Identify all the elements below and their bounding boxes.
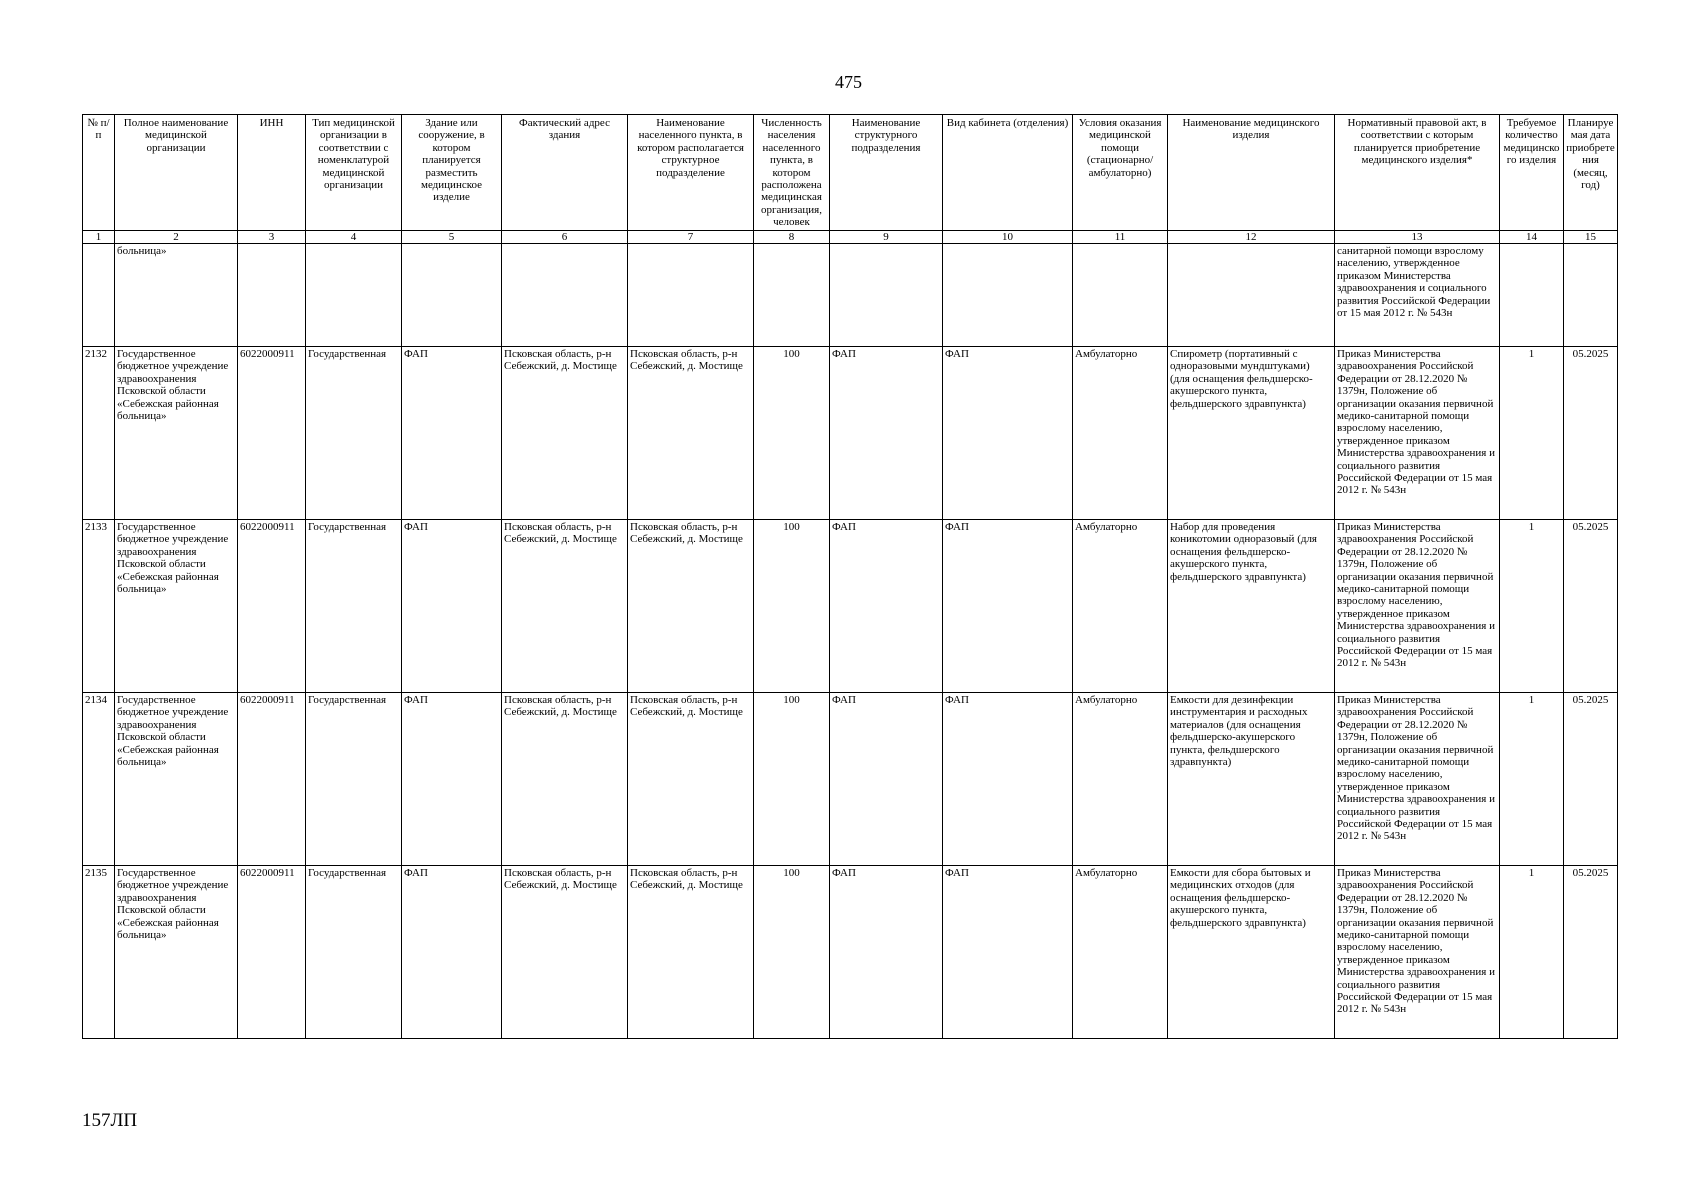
cell-address: Псковская область, р-н Себежский, д. Мостище [502, 520, 628, 693]
column-number: 12 [1168, 231, 1335, 244]
cell-act: Приказ Министерства здравоохранения Российской Федерации от 28.12.2020 № 1379н, Положение об организации оказания первичной медико-санитарной помощи взрослому населению, утвержденное приказом Министерства здравоохранения и социального развития Российской Федерации от 15 мая 2012 г. № 543н [1335, 866, 1500, 1039]
cell-address: Псковская область, р-н Себежский, д. Мостище [502, 866, 628, 1039]
cell-locality: Псковская область, р-н Себежский, д. Мостище [628, 866, 754, 1039]
cell-cabinet: ФАП [943, 347, 1073, 520]
header-cell-num: № п/п [83, 115, 115, 231]
cell-num: 2134 [83, 693, 115, 866]
cell-qty: 1 [1500, 520, 1564, 693]
column-number: 3 [238, 231, 306, 244]
cell-locality: Псковская область, р-н Себежский, д. Мостище [628, 347, 754, 520]
header-cell-locality: Наименование населенного пункта, в котором располагается структурное подразделение [628, 115, 754, 231]
column-number: 13 [1335, 231, 1500, 244]
header-cell-conditions: Условия оказания медицинской помощи (стационарно/ амбулаторно) [1073, 115, 1168, 231]
document-code: 157ЛП [82, 1110, 138, 1131]
header-cell-date: Планируемая дата приобретения (месяц, год) [1564, 115, 1618, 231]
header-cell-type: Тип медицинской организации в соответствии с номенклатурой медицинской организации [306, 115, 402, 231]
cell-org: Государственное бюджетное учреждение здравоохранения Псковской области «Себежская районная больница» [115, 866, 238, 1039]
page-number: 475 [835, 72, 862, 92]
cell-population: 100 [754, 866, 830, 1039]
header-cell-address: Фактический адрес здания [502, 115, 628, 231]
cell-building: ФАП [402, 347, 502, 520]
cell-inn: 6022000911 [238, 866, 306, 1039]
column-number: 7 [628, 231, 754, 244]
cell-building: ФАП [402, 520, 502, 693]
column-number: 8 [754, 231, 830, 244]
cell-date: 05.2025 [1564, 347, 1618, 520]
column-number: 1 [83, 231, 115, 244]
cell-num: 2135 [83, 866, 115, 1039]
cell-address: Псковская область, р-н Себежский, д. Мостище [502, 347, 628, 520]
cell-qty: 1 [1500, 866, 1564, 1039]
cell-type: Государственная [306, 866, 402, 1039]
cell-act: санитарной помощи взрослому населению, утвержденное приказом Министерства здравоохранения и социального развития Российской Федерации от 15 мая 2012 г. № 543н [1335, 244, 1500, 347]
cell-inn: 6022000911 [238, 347, 306, 520]
cell-cabinet: ФАП [943, 693, 1073, 866]
cell-population: 100 [754, 347, 830, 520]
cell-date: 05.2025 [1564, 866, 1618, 1039]
equipment-registry-table [82, 114, 1618, 1039]
cell-locality: Псковская область, р-н Себежский, д. Мостище [628, 520, 754, 693]
cell-act: Приказ Министерства здравоохранения Российской Федерации от 28.12.2020 № 1379н, Положение об организации оказания первичной медико-санитарной помощи взрослому населению, утвержденное приказом Министерства здравоохранения и социального развития Российской Федерации от 15 мая 2012 г. № 543н [1335, 693, 1500, 866]
cell-act: Приказ Министерства здравоохранения Российской Федерации от 28.12.2020 № 1379н, Положение об организации оказания первичной медико-санитарной помощи взрослому населению, утвержденное приказом Министерства здравоохранения и социального развития Российской Федерации от 15 мая 2012 г. № 543н [1335, 347, 1500, 520]
column-number: 15 [1564, 231, 1618, 244]
header-cell-act: Нормативный правовой акт, в соответствии с которым планируется приобретение медицинского изделия* [1335, 115, 1500, 231]
header-row [83, 115, 1618, 231]
cell-building: ФАП [402, 693, 502, 866]
cell-cabinet: ФАП [943, 866, 1073, 1039]
cell-locality: Псковская область, р-н Себежский, д. Мостище [628, 693, 754, 866]
cell-org: Государственное бюджетное учреждение здравоохранения Псковской области «Себежская районная больница» [115, 520, 238, 693]
header-cell-cabinet: Вид кабинета (отделения) [943, 115, 1073, 231]
table-row [83, 693, 1618, 866]
table-row [83, 347, 1618, 520]
cell-date: 05.2025 [1564, 693, 1618, 866]
column-number: 9 [830, 231, 943, 244]
cell-conditions: Амбулаторно [1073, 347, 1168, 520]
cell-org: Государственное бюджетное учреждение здравоохранения Псковской области «Себежская районная больница» [115, 693, 238, 866]
cell-act: Приказ Министерства здравоохранения Российской Федерации от 28.12.2020 № 1379н, Положение об организации оказания первичной медико-санитарной помощи взрослому населению, утвержденное приказом Министерства здравоохранения и социального развития Российской Федерации от 15 мая 2012 г. № 543н [1335, 520, 1500, 693]
cell-org: Государственное бюджетное учреждение здравоохранения Псковской области «Себежская районная больница» [115, 347, 238, 520]
cell-type: Государственная [306, 520, 402, 693]
cell-cabinet: ФАП [943, 520, 1073, 693]
cell-unit: ФАП [830, 693, 943, 866]
cell-address: Псковская область, р-н Себежский, д. Мостище [502, 693, 628, 866]
header-cell-org: Полное наименование медицинской организации [115, 115, 238, 231]
cell-inn: 6022000911 [238, 693, 306, 866]
header-cell-unit: Наименование структурного подразделения [830, 115, 943, 231]
cell-unit: ФАП [830, 520, 943, 693]
table-row [83, 866, 1618, 1039]
cell-qty: 1 [1500, 347, 1564, 520]
cell-inn: 6022000911 [238, 520, 306, 693]
column-number: 4 [306, 231, 402, 244]
header-cell-device: Наименование медицинского изделия [1168, 115, 1335, 231]
cell-building: ФАП [402, 866, 502, 1039]
column-number: 5 [402, 231, 502, 244]
column-number: 11 [1073, 231, 1168, 244]
cell-device: Емкости для дезинфекции инструментария и расходных материалов (для оснащения фельдшерско-акушерского пункта, фельдшерского здравпункта) [1168, 693, 1335, 866]
cell-date: 05.2025 [1564, 520, 1618, 693]
cell-conditions: Амбулаторно [1073, 866, 1168, 1039]
header-cell-inn: ИНН [238, 115, 306, 231]
table-row [83, 520, 1618, 693]
column-number: 10 [943, 231, 1073, 244]
cell-device: Спирометр (портативный с одноразовыми мундштуками) (для оснащения фельдшерско-акушерского пункта, фельдшерского здравпункта) [1168, 347, 1335, 520]
continuation-row [83, 244, 1618, 347]
cell-population: 100 [754, 693, 830, 866]
cell-num: 2132 [83, 347, 115, 520]
cell-conditions: Амбулаторно [1073, 520, 1168, 693]
cell-conditions: Амбулаторно [1073, 693, 1168, 866]
cell-device: Емкости для сбора бытовых и медицинских отходов (для оснащения фельдшерско-акушерского пункта, фельдшерского здравпункта) [1168, 866, 1335, 1039]
cell-type: Государственная [306, 693, 402, 866]
column-number: 14 [1500, 231, 1564, 244]
header-cell-population: Численность населения населенного пункта, в котором расположена медицинская организация, человек [754, 115, 830, 231]
header-cell-building: Здание или сооружение, в котором планируется разместить медицинское изделие [402, 115, 502, 231]
column-number-row [83, 231, 1618, 244]
cell-unit: ФАП [830, 347, 943, 520]
cell-org: больница» [115, 244, 238, 347]
cell-type: Государственная [306, 347, 402, 520]
column-number: 6 [502, 231, 628, 244]
cell-unit: ФАП [830, 866, 943, 1039]
cell-num: 2133 [83, 520, 115, 693]
cell-device: Набор для проведения коникотомии одноразовый (для оснащения фельдшерско-акушерского пункта, фельдшерского здравпункта) [1168, 520, 1335, 693]
cell-population: 100 [754, 520, 830, 693]
header-cell-qty: Требуемое количество медицинского изделия [1500, 115, 1564, 231]
column-number: 2 [115, 231, 238, 244]
cell-qty: 1 [1500, 693, 1564, 866]
